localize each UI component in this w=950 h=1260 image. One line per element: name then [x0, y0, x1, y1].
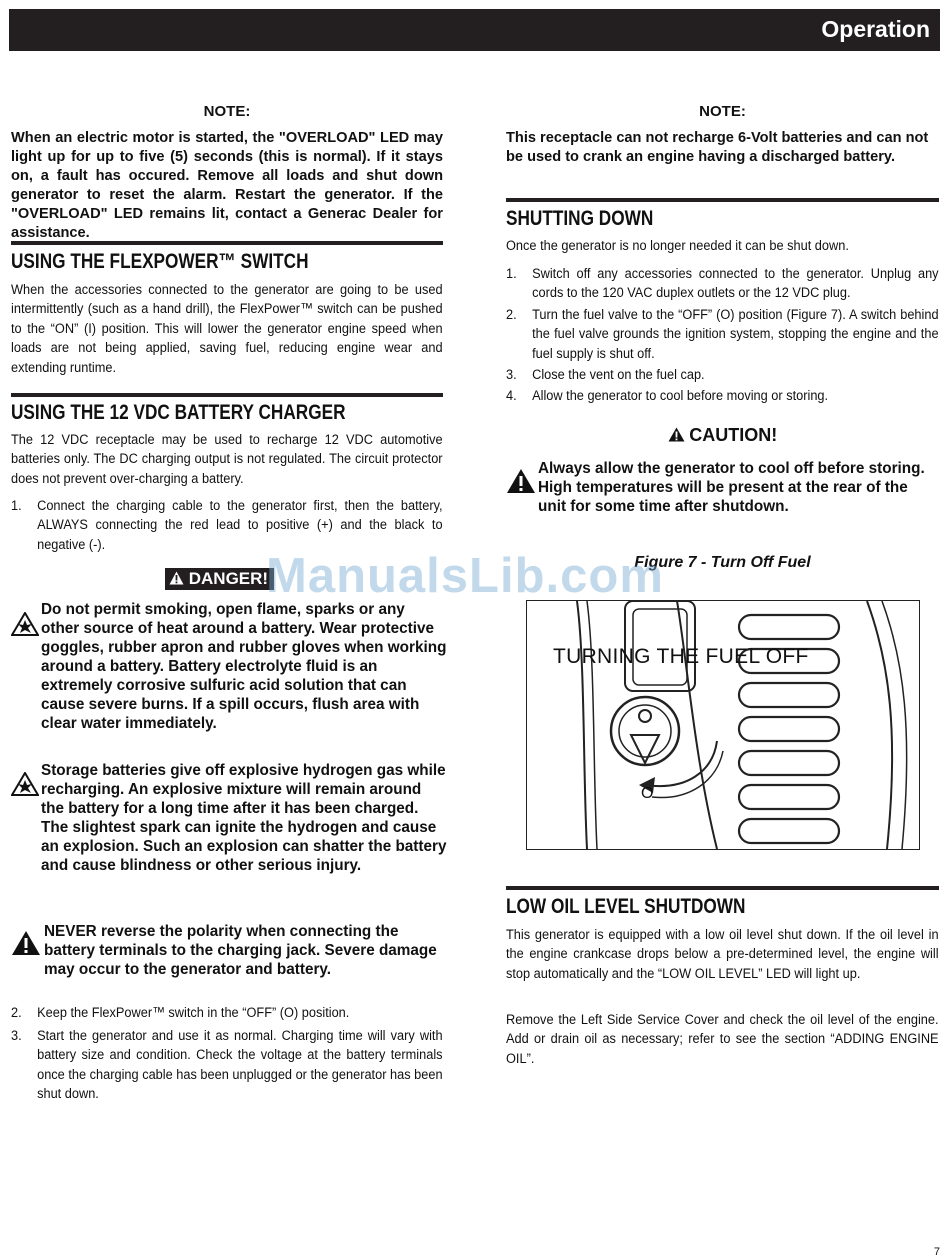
shutdown-step: 1. Switch off any accessories connected to the generator. Unplug any cords to the 120 VAC duplex outlets or the 12 VDC plug. [506, 266, 939, 302]
section-rule [506, 198, 939, 202]
shutdown-step: 3. Close the vent on the fuel cap. [506, 367, 705, 384]
watermark: ManualsLib.com [266, 549, 664, 603]
charger-step-1: 1. Connect the charging cable to the generator first, then the battery, ALWAYS connecting the red lead to positive (+) and the black to negative (-). [11, 498, 443, 553]
caution-heading [506, 425, 939, 446]
section-rule [11, 393, 443, 397]
note-text: When an electric motor is started, the "OVERLOAD" LED may light up for up to five (5) seconds (this is normal). If it stays on, a fault has occured. Remove all loads and shut down generator to reset the alarm. Restart the generator. If the "OVERLOAD" LED remains lit, contact a Generac Dealer for assistance. [11, 130, 443, 241]
note-text: This receptacle can not recharge 6-Volt batteries and can not be used to crank an engine having a discharged battery. [506, 130, 929, 165]
section-rule [11, 241, 443, 245]
warning-triangle-icon [668, 427, 685, 442]
page-number: 7 [933, 1246, 940, 1258]
danger-badge [165, 568, 274, 590]
page-header-bar [9, 9, 940, 51]
caution-label: CAUTION! [689, 425, 778, 445]
figure-caption: Figure 7 - Turn Off Fuel [634, 554, 811, 571]
danger-warning-1: Do not permit smoking, open flame, sparks or any other source of heat around a battery. Wear protective goggles, rubber apron and rubber gloves when working around a battery. Battery electrolyte fluid is an extremely corrosive sulfuric acid solution that can cause severe burns. If a spill occurs, flush area with clear water immediately. [41, 601, 447, 732]
shutdown-step: 4. Allow the generator to cool before moving or storing. [506, 388, 829, 405]
section-title: Operation [821, 16, 930, 42]
exclamation-warning-icon [506, 468, 536, 494]
caution-text: Always allow the generator to cool off before storing. High temperatures will be present at the rear of the unit for some time after shutdown. [538, 460, 925, 515]
shutdown-step: 2. Turn the fuel valve to the “OFF” (O) position (Figure 7). A switch behind the fuel valve grounds the ignition system, stopping the engine and the fuel supply is shut off. [506, 306, 939, 362]
charger-step-3: 3. Start the generator and use it as normal. Charging time will vary with battery size and condition. Check the voltage at the battery terminals once the charging cable has been unplugged or the generator has been shut down. [11, 1028, 443, 1103]
shutdown-steps [506, 265, 939, 407]
charger-heading: USING THE 12 VDC BATTERY CHARGER [11, 401, 346, 424]
exclamation-warning-icon [11, 930, 41, 956]
lowoil-text-1: This generator is equipped with a low oil level shut down. If the oil level in the engine crankcase drops below a pre-determined level, the engine will stop automatically and the “LOW OIL LEVEL” LED will light up. [506, 927, 939, 982]
danger-label: DANGER! [188, 569, 269, 588]
shutdown-heading: SHUTTING DOWN [506, 207, 654, 230]
note-block [11, 103, 443, 243]
explosion-hazard-icon [11, 612, 39, 636]
warning-triangle-icon [169, 571, 184, 585]
figure-label: TURNING THE FUEL OFF [553, 645, 809, 668]
section-rule [506, 886, 939, 890]
note-heading: NOTE: [699, 103, 746, 120]
charger-intro: The 12 VDC receptacle may be used to recharge 12 VDC automotive batteries only. The DC charging output is not regulated. The circuit protector does not prevent over-charging a battery. [11, 432, 443, 487]
lowoil-text-2: Remove the Left Side Service Cover and check the oil level of the engine. Add or drain oil as necessary; refer to see the section “ADDING ENGINE OIL”. [506, 1012, 939, 1067]
note-heading: NOTE: [203, 103, 251, 120]
flexpower-text: When the accessories connected to the generator are going to be used intermittently (such as a hand drill), the FlexPower™ switch can be pushed to the “ON” (I) position. This will lower the generator engine speed when loads are not being applied, saving fuel, reducing engine wear and extending runtime. [11, 282, 443, 376]
danger-warning-3: NEVER reverse the polarity when connecting the battery terminals to the charging jack. Severe damage may occur to the generator and battery. [44, 923, 437, 978]
explosion-hazard-icon [11, 772, 39, 796]
flexpower-heading: USING THE FLEXPOWER™ SWITCH [11, 250, 309, 273]
lowoil-heading: LOW OIL LEVEL SHUTDOWN [506, 895, 746, 918]
shutdown-intro: Once the generator is no longer needed it can be shut down. [506, 238, 849, 254]
danger-warning-2: Storage batteries give off explosive hydrogen gas while recharging. An explosive mixture will remain around the battery for a long time after it has been charged. The slightest spark can ignite the hydrogen and cause an explosion. Such an explosion can shatter the battery and cause blindness or other serious injury. [41, 762, 447, 874]
fuel-valve-illustration [527, 601, 919, 849]
charger-step-2: 2. Keep the FlexPower™ switch in the “OFF” (O) position. [11, 1005, 350, 1021]
valve-off-mark: O [641, 785, 654, 802]
note-block [506, 103, 939, 167]
figure-7-image [526, 600, 920, 850]
